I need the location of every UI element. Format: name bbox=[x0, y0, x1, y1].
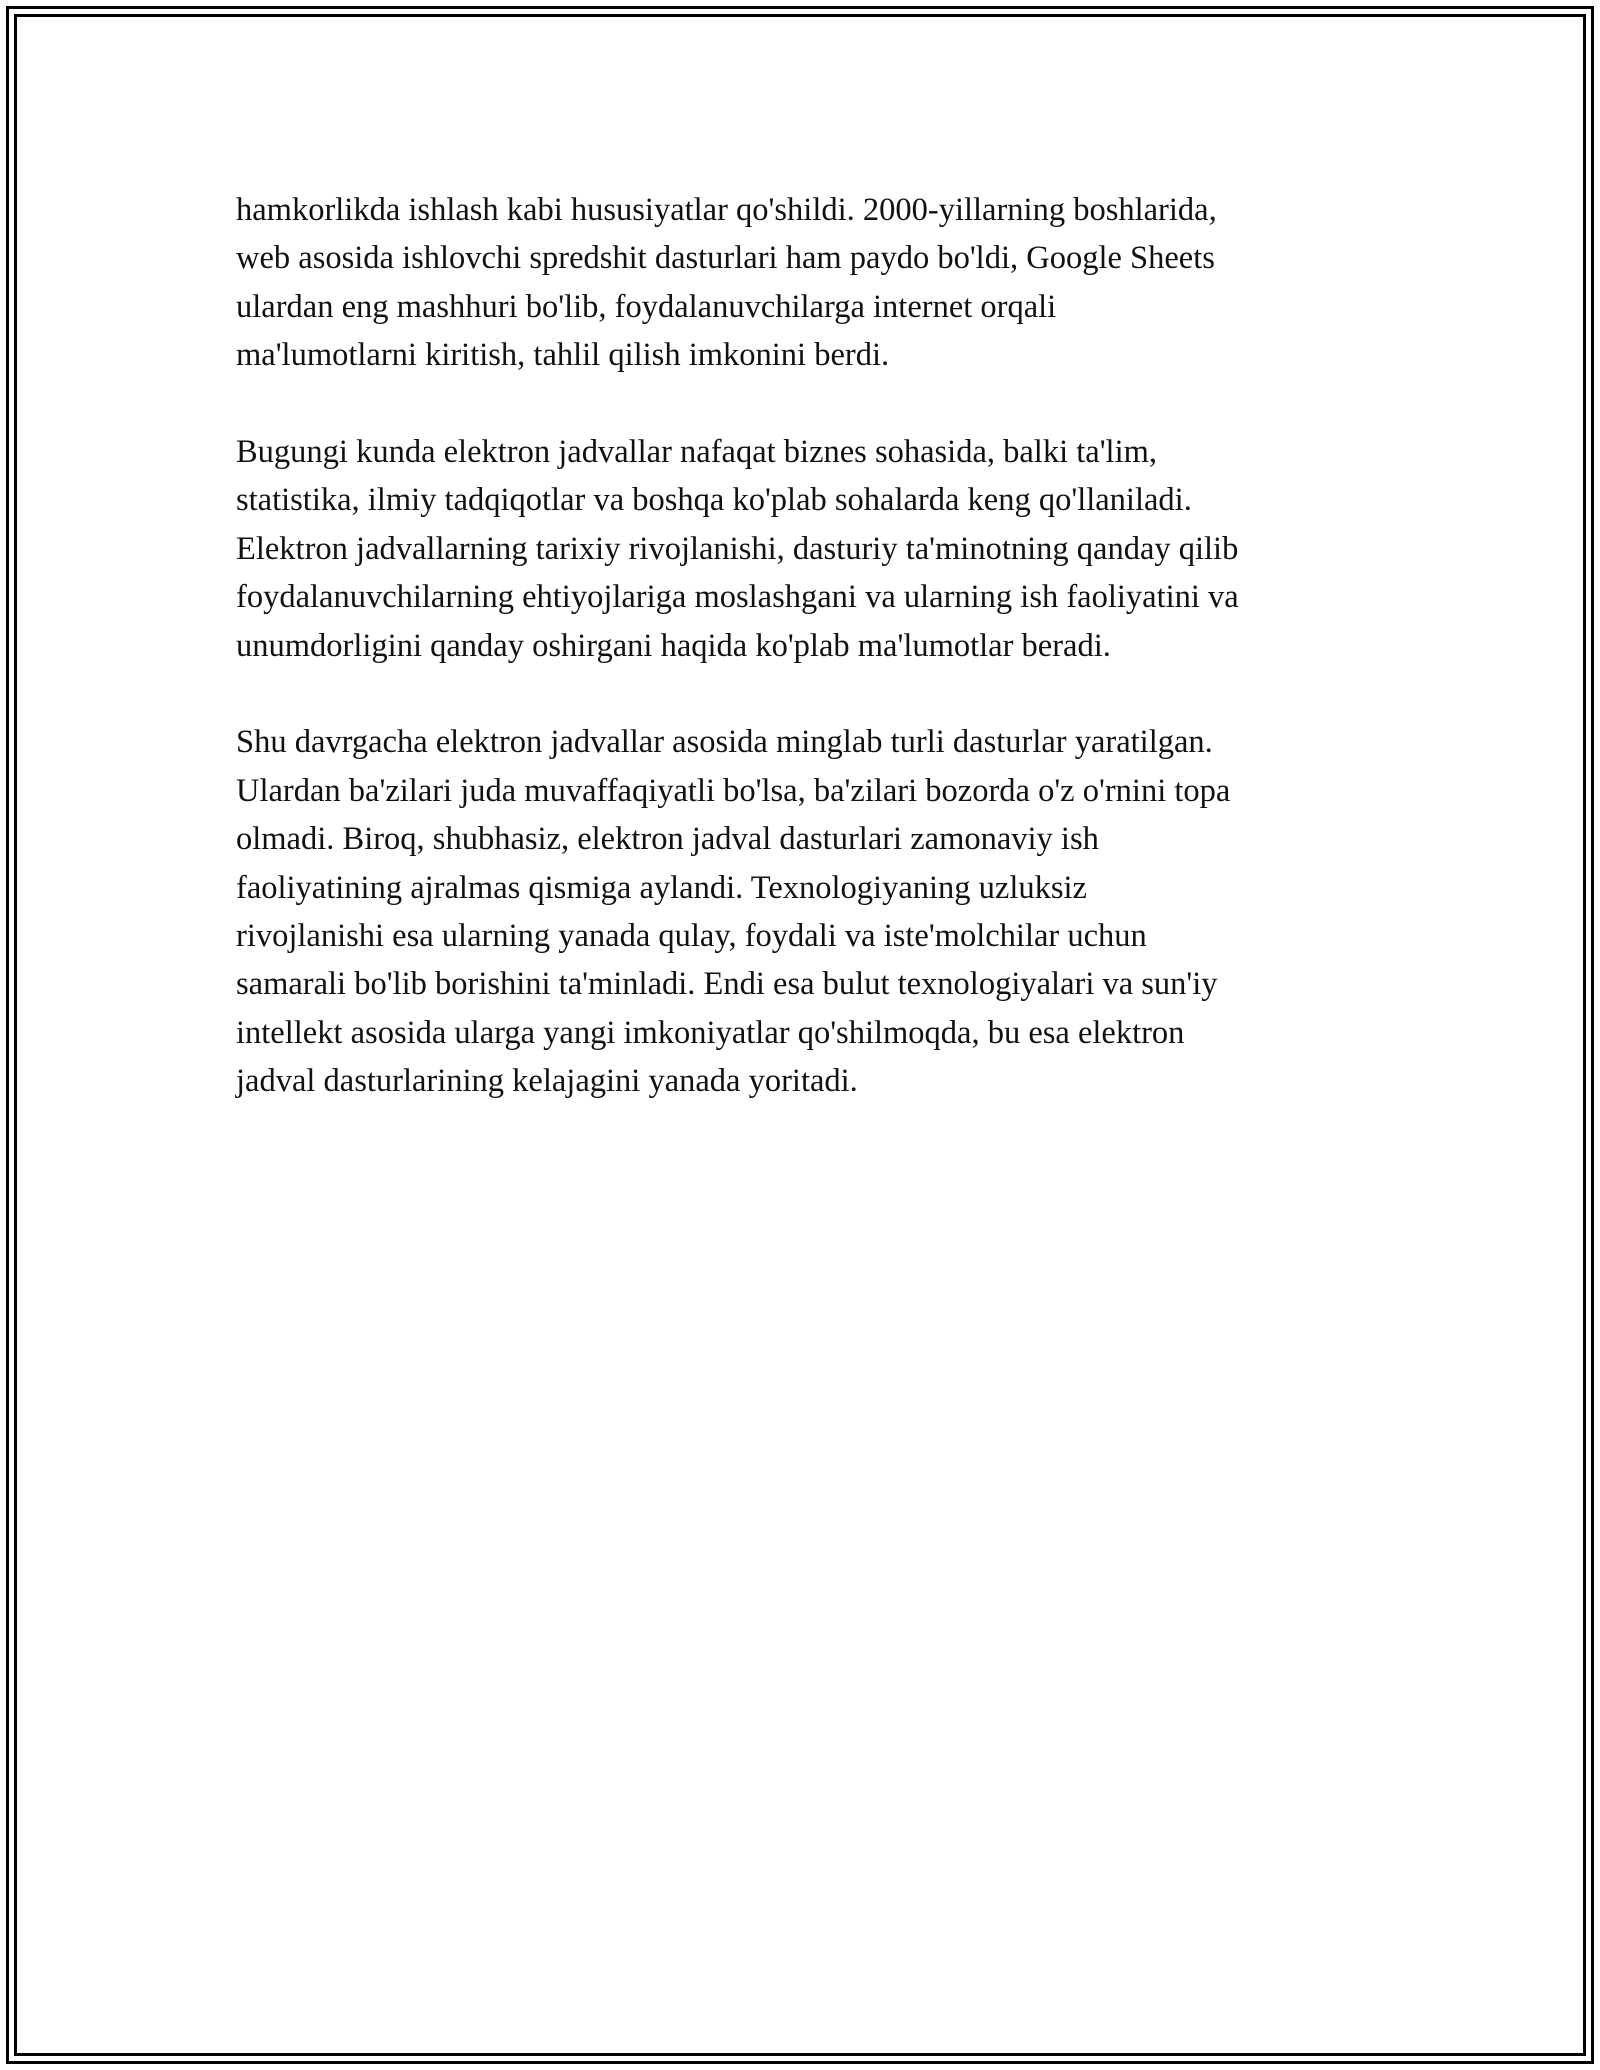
paragraph-3: Shu davrgacha elektron jadvallar asosida minglab turli dasturlar yaratilgan. Ulardan ba'zilari juda muvaffaqiyatli bo'lsa, ba'zilari bozorda o'z o'rnini topa olmadi. Biroq, shubhasiz, elektron jadval dasturlari zamonaviy ish faoliyatining ajralmas qismiga aylandi. Texnologiyaning uzluksiz rivojlanishi esa ularning yanada qulay, foydali va iste'molchilar uchun samarali bo'lib borishini ta'minladi. Endi esa bulut texnologiyalari va sun'iy intellekt asosida ularga yangi imkoniyatlar qo'shilmoqda, bu esa elektron jadval dasturlarining kelajagini yanada yoritadi. bbox=[236, 724, 1231, 1100]
paragraph-2: Bugungi kunda elektron jadvallar nafaqat biznes sohasida, balki ta'lim, statistika, ilmiy tadqiqotlar va boshqa ko'plab sohalarda keng qo'llaniladi. Elektron jadvallarning tarixiy rivojlanishi, dasturiy ta'minotning qanday qilib foydalanuvchilarning ehtiyojlariga moslashgani va ularning ish faoliyatini va unumdorligini qanday oshirgani haqida ko'plab ma'lumotlar beradi. bbox=[236, 434, 1239, 664]
document-body bbox=[236, 186, 1396, 1154]
paragraph-1: hamkorlikda ishlash kabi hususiyatlar qo'shildi. 2000-yillarning boshlarida, web asosida ishlovchi spredshit dasturlari ham paydo bo'ldi, Google Sheets ulardan eng mashhuri bo'lib, foydalanuvchilarga internet orqali ma'lumotlarni kiritish, tahlil qilish imkonini berdi. bbox=[236, 192, 1217, 374]
